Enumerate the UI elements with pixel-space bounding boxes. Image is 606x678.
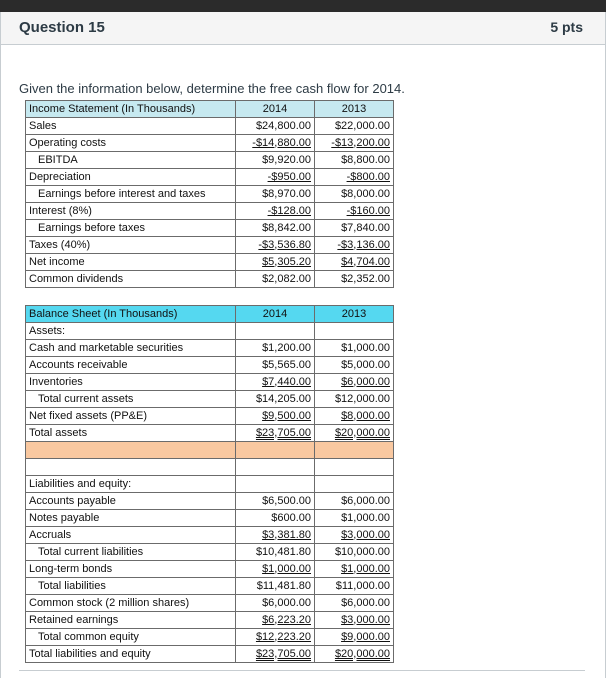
value-2013: -$160.00 bbox=[346, 204, 390, 217]
row-label: Net fixed assets (PP&E) bbox=[26, 408, 236, 425]
table-row bbox=[26, 186, 394, 203]
value-2014: $23,705.00 bbox=[255, 426, 311, 439]
value-2014: -$128.00 bbox=[267, 204, 311, 217]
value-2013: $11,000.00 bbox=[315, 578, 394, 595]
income-header-row bbox=[26, 101, 394, 118]
row-label: Taxes (40%) bbox=[26, 237, 236, 254]
value-2014 bbox=[236, 323, 315, 340]
table-row bbox=[26, 629, 394, 646]
income-header-2013: 2013 bbox=[315, 101, 394, 118]
table-row bbox=[26, 595, 394, 612]
value-2014: -$3,536.80 bbox=[258, 238, 311, 251]
table-row bbox=[26, 578, 394, 595]
table-row bbox=[26, 220, 394, 237]
row-label: Total liabilities bbox=[26, 578, 236, 595]
table-row bbox=[26, 510, 394, 527]
row-label: Total liabilities and equity bbox=[26, 646, 236, 663]
table-row bbox=[26, 254, 394, 271]
value-2013: $5,000.00 bbox=[315, 357, 394, 374]
question-prompt: Given the information below, determine the free cash flow for 2014. bbox=[19, 81, 405, 96]
value-2013: -$800.00 bbox=[346, 170, 390, 183]
row-label: Notes payable bbox=[26, 510, 236, 527]
row-label: Sales bbox=[26, 118, 236, 135]
value-2014: $6,500.00 bbox=[236, 493, 315, 510]
value-2014: $1,000.00 bbox=[262, 562, 311, 575]
question-title: Question 15 bbox=[19, 19, 105, 36]
question-points: 5 pts bbox=[550, 19, 583, 35]
row-label: Earnings before interest and taxes bbox=[26, 186, 236, 203]
row-label: Liabilities and equity: bbox=[26, 476, 236, 493]
row-label: Accounts receivable bbox=[26, 357, 236, 374]
value-2014: $8,970.00 bbox=[236, 186, 315, 203]
value-2014 bbox=[236, 476, 315, 493]
blank-row bbox=[26, 459, 394, 476]
value-2014: -$14,880.00 bbox=[252, 136, 311, 149]
top-bar bbox=[0, 0, 606, 12]
value-2013: $8,000.00 bbox=[341, 409, 390, 422]
table-row bbox=[26, 493, 394, 510]
row-label: Depreciation bbox=[26, 169, 236, 186]
value-2013: $2,352.00 bbox=[315, 271, 394, 288]
table-row bbox=[26, 527, 394, 544]
table-row bbox=[26, 561, 394, 578]
value-2013: $6,000.00 bbox=[315, 493, 394, 510]
value-2013: -$3,136.00 bbox=[337, 238, 390, 251]
balance-header-row bbox=[26, 306, 394, 323]
row-label: Common dividends bbox=[26, 271, 236, 288]
row-label: Inventories bbox=[26, 374, 236, 391]
value-2014: $5,565.00 bbox=[236, 357, 315, 374]
table-row bbox=[26, 135, 394, 152]
value-2013: $1,000.00 bbox=[315, 340, 394, 357]
table-row bbox=[26, 271, 394, 288]
value-2014: $10,481.80 bbox=[236, 544, 315, 561]
value-2013: $9,000.00 bbox=[341, 630, 390, 643]
table-row bbox=[26, 340, 394, 357]
value-2014: $3,381.80 bbox=[262, 528, 311, 541]
table-row bbox=[26, 374, 394, 391]
value-2014: $2,082.00 bbox=[236, 271, 315, 288]
value-2014: $24,800.00 bbox=[236, 118, 315, 135]
row-label: Accruals bbox=[26, 527, 236, 544]
table-row bbox=[26, 391, 394, 408]
value-2013: $1,000.00 bbox=[341, 562, 390, 575]
row-label: Total current liabilities bbox=[26, 544, 236, 561]
row-label: Total assets bbox=[26, 425, 236, 442]
row-label: Long-term bonds bbox=[26, 561, 236, 578]
value-2014: $11,481.80 bbox=[236, 578, 315, 595]
row-label: EBITDA bbox=[26, 152, 236, 169]
table-row bbox=[26, 203, 394, 220]
value-2013: -$13,200.00 bbox=[331, 136, 390, 149]
row-label: Cash and marketable securities bbox=[26, 340, 236, 357]
value-2014: $9,500.00 bbox=[262, 409, 311, 422]
table-row bbox=[26, 118, 394, 135]
income-statement-table bbox=[25, 100, 394, 288]
blank-cell bbox=[315, 459, 394, 476]
table-row bbox=[26, 646, 394, 663]
row-label: Assets: bbox=[26, 323, 236, 340]
table-row bbox=[26, 544, 394, 561]
value-2014: $8,842.00 bbox=[236, 220, 315, 237]
value-2014: $1,200.00 bbox=[236, 340, 315, 357]
value-2014: $7,440.00 bbox=[262, 375, 311, 388]
table-row bbox=[26, 357, 394, 374]
value-2013: $6,000.00 bbox=[341, 375, 390, 388]
blank-cell bbox=[236, 459, 315, 476]
value-2014: $12,223.20 bbox=[255, 630, 311, 643]
value-2013: $22,000.00 bbox=[315, 118, 394, 135]
balance-header-2013: 2013 bbox=[315, 306, 394, 323]
value-2013: $8,000.00 bbox=[315, 186, 394, 203]
value-2013: $6,000.00 bbox=[315, 595, 394, 612]
divider bbox=[19, 670, 585, 671]
table-row bbox=[26, 169, 394, 186]
separator-row bbox=[26, 442, 394, 459]
balance-header-label: Balance Sheet (In Thousands) bbox=[26, 306, 236, 323]
value-2013: $1,000.00 bbox=[315, 510, 394, 527]
question-card bbox=[0, 12, 606, 678]
row-label: Interest (8%) bbox=[26, 203, 236, 220]
balance-header-2014: 2014 bbox=[236, 306, 315, 323]
value-2014: $14,205.00 bbox=[236, 391, 315, 408]
value-2014: $600.00 bbox=[236, 510, 315, 527]
value-2013: $20,000.00 bbox=[334, 426, 390, 439]
table-row bbox=[26, 612, 394, 629]
row-label: Operating costs bbox=[26, 135, 236, 152]
table-row bbox=[26, 476, 394, 493]
value-2013: $20,000.00 bbox=[334, 647, 390, 660]
income-header-label: Income Statement (In Thousands) bbox=[26, 101, 236, 118]
row-label: Total common equity bbox=[26, 629, 236, 646]
value-2014: $6,000.00 bbox=[236, 595, 315, 612]
row-label: Net income bbox=[26, 254, 236, 271]
separator-cell bbox=[236, 442, 315, 459]
row-label: Earnings before taxes bbox=[26, 220, 236, 237]
value-2014: $6,223.20 bbox=[262, 613, 311, 626]
separator-cell bbox=[315, 442, 394, 459]
row-label: Retained earnings bbox=[26, 612, 236, 629]
table-row bbox=[26, 425, 394, 442]
value-2013 bbox=[315, 476, 394, 493]
value-2013 bbox=[315, 323, 394, 340]
value-2013: $3,000.00 bbox=[341, 528, 390, 541]
value-2014: $23,705.00 bbox=[255, 647, 311, 660]
row-label: Common stock (2 million shares) bbox=[26, 595, 236, 612]
table-row bbox=[26, 408, 394, 425]
value-2014: -$950.00 bbox=[267, 170, 311, 183]
row-label: Accounts payable bbox=[26, 493, 236, 510]
value-2014: $5,305.20 bbox=[262, 255, 311, 268]
value-2013: $7,840.00 bbox=[315, 220, 394, 237]
table-row bbox=[26, 323, 394, 340]
question-header bbox=[1, 12, 605, 45]
value-2014: $9,920.00 bbox=[236, 152, 315, 169]
value-2013: $12,000.00 bbox=[315, 391, 394, 408]
value-2013: $8,800.00 bbox=[315, 152, 394, 169]
table-row bbox=[26, 237, 394, 254]
separator-cell bbox=[26, 442, 236, 459]
value-2013: $3,000.00 bbox=[341, 613, 390, 626]
table-row bbox=[26, 152, 394, 169]
row-label: Total current assets bbox=[26, 391, 236, 408]
value-2013: $4,704.00 bbox=[341, 255, 390, 268]
value-2013: $10,000.00 bbox=[315, 544, 394, 561]
income-header-2014: 2014 bbox=[236, 101, 315, 118]
blank-cell bbox=[26, 459, 236, 476]
balance-sheet-table bbox=[25, 305, 394, 663]
